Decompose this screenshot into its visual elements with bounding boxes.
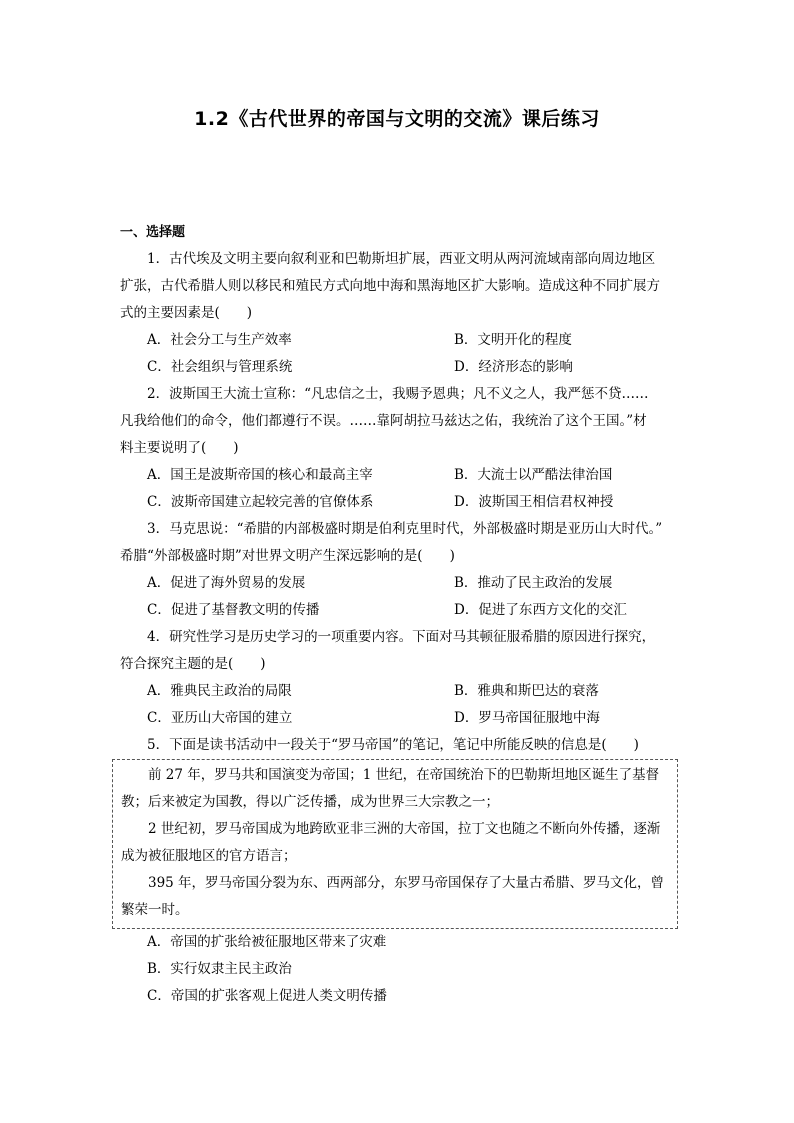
question-3 <box>120 516 680 624</box>
question-2-line-1: 2．波斯国王大流士宣称：“凡忠信之士，我赐予恩典；凡不义之人，我严惩不贷…… <box>147 386 649 402</box>
note-line-6: 繁荣一时。 <box>121 902 189 918</box>
document-body <box>120 220 680 1010</box>
question-2 <box>120 381 680 516</box>
question-3-option-c: C．促进了基督教文明的传播 <box>147 602 320 618</box>
question-2-line-3: 料主要说明了( ) <box>120 440 239 456</box>
question-1-line-1: 1．古代埃及文明主要向叙利亚和巴勒斯坦扩展，西亚文明从两河流域南部向周边地区 <box>147 251 656 267</box>
question-3-line-1: 3．马克思说：“希腊的内部极盛时期是伯利克里时代，外部极盛时期是亚历山大时代。” <box>147 521 663 537</box>
question-1-option-c: C．社会组织与管理系统 <box>147 359 293 375</box>
question-3-line-2: 希腊“外部极盛时期”对世界文明产生深远影响的是( ) <box>120 548 455 564</box>
note-line-5: 395 年，罗马帝国分裂为东、西两部分，东罗马帝国保存了大量古希腊、罗马文化，曾 <box>148 875 665 891</box>
question-5-option-a: A．帝国的扩张给被征服地区带来了灾难 <box>147 934 387 950</box>
question-2-line-2: 凡我给他们的命令，他们都遵行不误。……靠阿胡拉马兹达之佑，我统治了这个王国。”材 <box>120 413 647 429</box>
question-4-option-c: C．亚历山大帝国的建立 <box>147 710 293 726</box>
section-heading: 一、选择题 <box>120 225 186 240</box>
document-title: 1.2《古代世界的帝国与文明的交流》课后练习 <box>194 108 600 130</box>
note-line-3: 2 世纪初，罗马帝国成为地跨欧亚非三洲的大帝国，拉丁文也随之不断向外传播，逐渐 <box>148 821 661 837</box>
question-5-option-b: B．实行奴隶主民主政治 <box>147 961 292 977</box>
question-3-option-d: D．促进了东西方文化的交汇 <box>454 602 627 618</box>
question-4-option-d: D．罗马帝国征服地中海 <box>454 710 600 726</box>
question-4-line-1: 4．研究性学习是历史学习的一项重要内容。下面对马其顿征服希腊的原因进行探究， <box>147 629 656 645</box>
question-1-option-b: B．文明开化的程度 <box>454 332 572 348</box>
question-2-option-d: D．波斯国王相信君权神授 <box>454 494 614 510</box>
question-1-line-2: 扩张，古代希腊人则以移民和殖民方式向地中海和黑海地区扩大影响。造成这种不同扩展方 <box>120 278 660 294</box>
note-line-4: 成为被征服地区的官方语言； <box>121 848 297 864</box>
reading-note-box <box>112 759 678 929</box>
note-line-2: 教；后来被定为国教，得以广泛传播，成为世界三大宗教之一； <box>121 794 499 810</box>
question-5-line-1: 5．下面是读书活动中一段关于“罗马帝国”的笔记，笔记中所能反映的信息是( ) <box>147 737 639 753</box>
question-2-option-c: C．波斯帝国建立起较完善的官僚体系 <box>147 494 374 510</box>
question-3-option-a: A．促进了海外贸易的发展 <box>147 575 306 591</box>
question-4-option-b: B．雅典和斯巴达的衰落 <box>454 683 599 699</box>
question-3-option-b: B．推动了民主政治的发展 <box>454 575 613 591</box>
question-2-option-a: A．国王是波斯帝国的核心和最高主宰 <box>147 467 373 483</box>
question-1-option-d: D．经济形态的影响 <box>454 359 573 375</box>
question-2-option-b: B．大流士以严酷法律治国 <box>454 467 613 483</box>
question-4 <box>120 624 680 732</box>
question-1-line-3: 式的主要因素是( ) <box>120 305 253 321</box>
question-4-option-a: A．雅典民主政治的局限 <box>147 683 292 699</box>
question-4-line-2: 符合探究主题的是( ) <box>120 656 266 672</box>
question-1 <box>120 246 680 381</box>
question-5-option-c: C．帝国的扩张客观上促进人类文明传播 <box>147 988 387 1004</box>
note-line-1: 前 27 年，罗马共和国演变为帝国；1 世纪，在帝国统治下的巴勒斯坦地区诞生了基督 <box>148 767 660 783</box>
question-1-option-a: A．社会分工与生产效率 <box>147 332 292 348</box>
question-5 <box>120 732 680 1010</box>
